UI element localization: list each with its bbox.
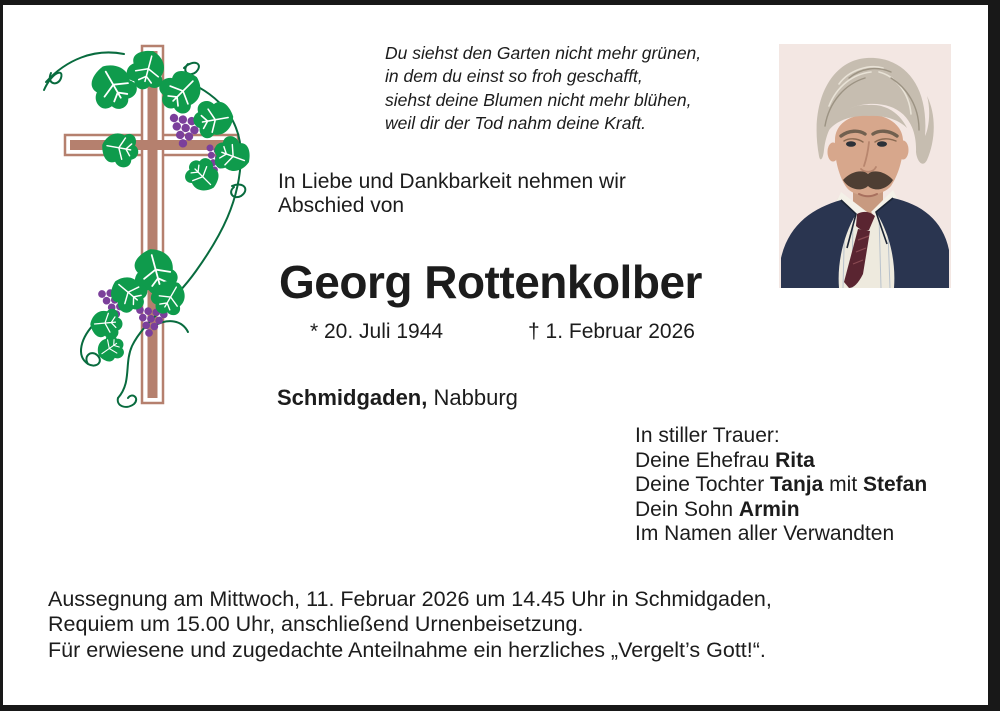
place-secondary: Nabburg — [433, 385, 518, 410]
cross-grapevine-icon — [36, 26, 261, 411]
poem-line: Du siehst den Garten nicht mehr grünen, — [385, 43, 702, 63]
intro-text — [278, 170, 626, 218]
poem-line: weil dir der Tod nahm deine Kraft. — [385, 113, 647, 134]
mourner-name: Rita — [775, 448, 815, 472]
scan-edge-right — [988, 0, 1000, 711]
mourner-name: Armin — [738, 497, 800, 521]
death-date: † 1. Februar 2026 — [528, 320, 695, 343]
funeral-details — [48, 587, 772, 663]
mourning-line: Im Namen aller Verwandten — [635, 522, 895, 546]
poem — [385, 42, 701, 136]
funeral-detail-line: Aussegnung am Mittwoch, 11. Februar 2026 um 14.45 Uhr in Schmidgaden, — [48, 587, 772, 611]
mourning-line: Deine Tochter Tanja mit Stefan — [635, 473, 928, 497]
funeral-detail-line: Requiem um 15.00 Uhr, anschließend Urnenbeisetzung. — [48, 612, 584, 637]
place-line — [277, 385, 518, 411]
poem-line: siehst deine Blumen nicht mehr blühen, — [385, 89, 692, 110]
mourner-name: Tanja — [770, 473, 824, 497]
intro-line: In Liebe und Dankbarkeit nehmen wir — [278, 170, 626, 193]
intro-line: Abschied von — [278, 194, 405, 217]
place-primary: Schmidgaden, — [277, 385, 428, 410]
cross-icon — [65, 46, 238, 403]
mourning-line: Dein Sohn Armin — [635, 497, 800, 521]
poem-line: in dem du einst so froh geschafft, — [385, 66, 643, 87]
funeral-detail-line: Für erwiesene und zugedachte Anteilnahme ein herzliches „Vergelt’s Gott!“. — [48, 637, 766, 662]
birth-date: * 20. Juli 1944 — [310, 320, 444, 343]
scan-edge-bottom — [0, 705, 1000, 711]
portrait-photo — [779, 44, 951, 288]
scan-edge-top — [0, 0, 1000, 5]
mourner-name: Stefan — [863, 473, 928, 497]
mourning-title: In stiller Trauer: — [635, 424, 780, 447]
scan-edge-left — [0, 0, 3, 711]
deceased-name: Georg Rottenkolber — [279, 256, 702, 308]
mourning-list — [635, 424, 927, 547]
mourning-line: Deine Ehefrau Rita — [635, 448, 815, 472]
